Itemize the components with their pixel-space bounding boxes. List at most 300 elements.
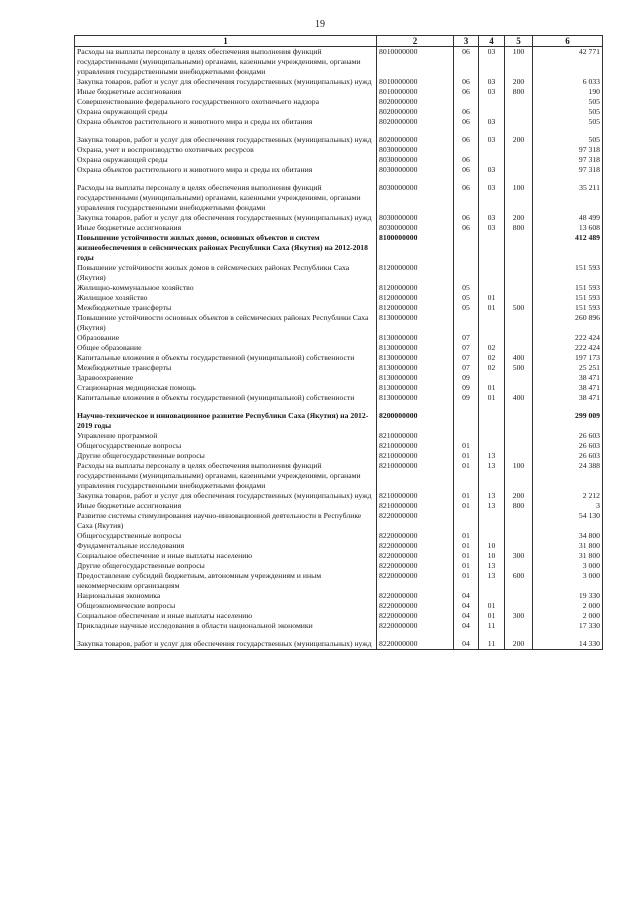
cell-name: Жилищное хозяйство bbox=[75, 293, 377, 303]
cell-name: Повышение устойчивости жилых домов, основных объектов и систем жизнеобеспечения в сейсмических районах Республики Саха (Якутия) на 2012-2018 годы bbox=[75, 233, 377, 263]
table-row bbox=[75, 631, 603, 650]
cell-amount: 38 471 bbox=[533, 383, 603, 393]
table-row bbox=[75, 145, 603, 155]
cell-amount: 54 130 bbox=[533, 511, 603, 531]
cell-name: Стационарная медицинская помощь bbox=[75, 383, 377, 393]
cell-amount: 222 424 bbox=[533, 333, 603, 343]
table-row bbox=[75, 601, 603, 611]
cell-code: 8220000000 bbox=[377, 541, 454, 551]
table-row bbox=[75, 501, 603, 511]
cell-code: 8130000000 bbox=[377, 383, 454, 393]
cell-name: Закупка товаров, работ и услуг для обеспечения государственных (муниципальных) нужд bbox=[75, 631, 377, 650]
cell-subsection: 13 bbox=[479, 491, 505, 501]
col-header-subsection: 4 bbox=[479, 36, 505, 47]
cell-section: 04 bbox=[454, 621, 479, 631]
cell-amount: 197 173 bbox=[533, 353, 603, 363]
cell-code: 8030000000 bbox=[377, 145, 454, 155]
cell-code: 8020000000 bbox=[377, 97, 454, 107]
cell-code: 8220000000 bbox=[377, 621, 454, 631]
cell-code: 8200000000 bbox=[377, 403, 454, 431]
cell-section: 04 bbox=[454, 631, 479, 650]
cell-expense-type bbox=[505, 561, 533, 571]
cell-expense-type bbox=[505, 541, 533, 551]
cell-code: 8010000000 bbox=[377, 47, 454, 78]
table-row bbox=[75, 343, 603, 353]
table-row bbox=[75, 531, 603, 541]
cell-subsection: 03 bbox=[479, 175, 505, 213]
cell-section: 06 bbox=[454, 127, 479, 145]
cell-amount: 48 499 bbox=[533, 213, 603, 223]
cell-subsection: 13 bbox=[479, 451, 505, 461]
cell-subsection bbox=[479, 233, 505, 263]
cell-expense-type bbox=[505, 591, 533, 601]
col-header-amount: 6 bbox=[533, 36, 603, 47]
cell-subsection bbox=[479, 333, 505, 343]
cell-code: 8010000000 bbox=[377, 77, 454, 87]
cell-section: 06 bbox=[454, 77, 479, 87]
cell-subsection: 02 bbox=[479, 353, 505, 363]
cell-code: 8210000000 bbox=[377, 451, 454, 461]
cell-expense-type: 200 bbox=[505, 127, 533, 145]
cell-section bbox=[454, 263, 479, 283]
cell-subsection: 03 bbox=[479, 165, 505, 175]
cell-code: 8030000000 bbox=[377, 155, 454, 165]
cell-amount: 97 318 bbox=[533, 155, 603, 165]
table-row bbox=[75, 591, 603, 601]
cell-name: Социальное обеспечение и иные выплаты населению bbox=[75, 611, 377, 621]
cell-expense-type: 800 bbox=[505, 223, 533, 233]
cell-name: Охрана, учет и воспроизводство охотничьих ресурсов bbox=[75, 145, 377, 155]
cell-expense-type bbox=[505, 441, 533, 451]
cell-code: 8020000000 bbox=[377, 127, 454, 145]
cell-name: Образование bbox=[75, 333, 377, 343]
cell-section: 07 bbox=[454, 343, 479, 353]
cell-subsection bbox=[479, 155, 505, 165]
cell-code: 8030000000 bbox=[377, 175, 454, 213]
cell-section bbox=[454, 511, 479, 531]
cell-amount: 222 424 bbox=[533, 343, 603, 353]
cell-name: Расходы на выплаты персоналу в целях обеспечения выполнения функций государственными (муниципальными) органами, казенными учреждениями, органами управления государственными внебюджетными фондами bbox=[75, 461, 377, 491]
cell-amount: 151 593 bbox=[533, 303, 603, 313]
table-row bbox=[75, 353, 603, 363]
cell-amount: 505 bbox=[533, 117, 603, 127]
cell-subsection: 03 bbox=[479, 87, 505, 97]
table-row bbox=[75, 363, 603, 373]
cell-amount: 2 212 bbox=[533, 491, 603, 501]
cell-expense-type: 800 bbox=[505, 501, 533, 511]
cell-section: 01 bbox=[454, 541, 479, 551]
cell-section: 01 bbox=[454, 491, 479, 501]
cell-section: 06 bbox=[454, 223, 479, 233]
cell-subsection: 01 bbox=[479, 601, 505, 611]
cell-section: 01 bbox=[454, 441, 479, 451]
cell-expense-type: 300 bbox=[505, 611, 533, 621]
cell-amount: 17 330 bbox=[533, 621, 603, 631]
cell-name: Прикладные научные исследования в области национальной экономики bbox=[75, 621, 377, 631]
col-header-name: 1 bbox=[75, 36, 377, 47]
cell-code: 8210000000 bbox=[377, 431, 454, 441]
cell-section: 06 bbox=[454, 107, 479, 117]
cell-code: 8220000000 bbox=[377, 571, 454, 591]
cell-name: Общегосударственные вопросы bbox=[75, 441, 377, 451]
col-header-expense-type: 5 bbox=[505, 36, 533, 47]
table-row bbox=[75, 383, 603, 393]
cell-subsection: 13 bbox=[479, 571, 505, 591]
cell-amount: 38 471 bbox=[533, 373, 603, 383]
cell-name: Закупка товаров, работ и услуг для обеспечения государственных (муниципальных) нужд bbox=[75, 213, 377, 223]
cell-code: 8210000000 bbox=[377, 491, 454, 501]
cell-expense-type: 200 bbox=[505, 77, 533, 87]
table-row bbox=[75, 263, 603, 283]
cell-expense-type bbox=[505, 293, 533, 303]
cell-name: Развитие системы стимулирования научно-инновационной деятельности в Республике Саха (Якутия) bbox=[75, 511, 377, 531]
cell-name: Социальное обеспечение и иные выплаты населению bbox=[75, 551, 377, 561]
cell-code: 8120000000 bbox=[377, 283, 454, 293]
cell-expense-type bbox=[505, 165, 533, 175]
cell-code: 8220000000 bbox=[377, 631, 454, 650]
cell-name: Общегосударственные вопросы bbox=[75, 531, 377, 541]
cell-name: Закупка товаров, работ и услуг для обеспечения государственных (муниципальных) нужд bbox=[75, 77, 377, 87]
cell-section: 09 bbox=[454, 393, 479, 403]
cell-section: 06 bbox=[454, 87, 479, 97]
cell-amount: 19 330 bbox=[533, 591, 603, 601]
cell-subsection bbox=[479, 373, 505, 383]
cell-code: 8130000000 bbox=[377, 333, 454, 343]
cell-amount: 14 330 bbox=[533, 631, 603, 650]
cell-amount: 35 211 bbox=[533, 175, 603, 213]
cell-section bbox=[454, 431, 479, 441]
cell-amount: 26 603 bbox=[533, 431, 603, 441]
cell-section: 04 bbox=[454, 611, 479, 621]
cell-amount: 151 593 bbox=[533, 283, 603, 293]
cell-code: 8030000000 bbox=[377, 223, 454, 233]
table-row bbox=[75, 431, 603, 441]
table-row bbox=[75, 223, 603, 233]
cell-section: 01 bbox=[454, 531, 479, 541]
table-row bbox=[75, 403, 603, 431]
cell-section bbox=[454, 233, 479, 263]
table-body bbox=[75, 47, 603, 650]
cell-code: 8220000000 bbox=[377, 511, 454, 531]
table-row bbox=[75, 373, 603, 383]
cell-name: Другие общегосударственные вопросы bbox=[75, 561, 377, 571]
table-row bbox=[75, 611, 603, 621]
cell-subsection: 02 bbox=[479, 343, 505, 353]
cell-section: 01 bbox=[454, 561, 479, 571]
cell-expense-type bbox=[505, 313, 533, 333]
cell-amount: 260 896 bbox=[533, 313, 603, 333]
cell-expense-type: 200 bbox=[505, 491, 533, 501]
cell-section: 05 bbox=[454, 283, 479, 293]
cell-amount: 42 771 bbox=[533, 47, 603, 78]
cell-expense-type: 500 bbox=[505, 303, 533, 313]
cell-expense-type bbox=[505, 263, 533, 283]
cell-code: 8030000000 bbox=[377, 165, 454, 175]
col-header-code: 2 bbox=[377, 36, 454, 47]
cell-expense-type: 200 bbox=[505, 631, 533, 650]
cell-section: 06 bbox=[454, 47, 479, 78]
cell-subsection: 13 bbox=[479, 501, 505, 511]
cell-subsection: 01 bbox=[479, 303, 505, 313]
cell-name: Повышение устойчивости жилых домов в сейсмических районах Республики Саха (Якутия) bbox=[75, 263, 377, 283]
cell-code: 8130000000 bbox=[377, 313, 454, 333]
cell-section bbox=[454, 145, 479, 155]
cell-amount: 13 608 bbox=[533, 223, 603, 233]
cell-subsection: 01 bbox=[479, 611, 505, 621]
cell-name: Научно-техническое и инновационное развитие Республики Саха (Якутия) на 2012-2019 годы bbox=[75, 403, 377, 431]
cell-subsection bbox=[479, 263, 505, 283]
col-header-section: 3 bbox=[454, 36, 479, 47]
cell-amount: 151 593 bbox=[533, 263, 603, 283]
cell-code: 8120000000 bbox=[377, 263, 454, 283]
cell-amount: 26 603 bbox=[533, 441, 603, 451]
cell-subsection bbox=[479, 97, 505, 107]
cell-name: Закупка товаров, работ и услуг для обеспечения государственных (муниципальных) нужд bbox=[75, 127, 377, 145]
table-row bbox=[75, 461, 603, 491]
cell-code: 8220000000 bbox=[377, 551, 454, 561]
table-row bbox=[75, 313, 603, 333]
cell-expense-type: 300 bbox=[505, 551, 533, 561]
table-row bbox=[75, 97, 603, 107]
cell-subsection: 11 bbox=[479, 631, 505, 650]
cell-code: 8120000000 bbox=[377, 293, 454, 303]
cell-amount: 505 bbox=[533, 97, 603, 107]
cell-code: 8130000000 bbox=[377, 393, 454, 403]
cell-name: Общеэкономические вопросы bbox=[75, 601, 377, 611]
cell-name: Иные бюджетные ассигнования bbox=[75, 223, 377, 233]
cell-expense-type bbox=[505, 451, 533, 461]
cell-section: 09 bbox=[454, 373, 479, 383]
cell-subsection: 03 bbox=[479, 213, 505, 223]
cell-name: Межбюджетные трансферты bbox=[75, 363, 377, 373]
cell-subsection bbox=[479, 531, 505, 541]
cell-amount: 2 000 bbox=[533, 601, 603, 611]
table-row bbox=[75, 541, 603, 551]
cell-name: Капитальные вложения в объекты государственной (муниципальной) собственности bbox=[75, 393, 377, 403]
cell-amount: 3 000 bbox=[533, 561, 603, 571]
cell-expense-type bbox=[505, 107, 533, 117]
cell-section: 04 bbox=[454, 591, 479, 601]
cell-amount: 31 800 bbox=[533, 541, 603, 551]
cell-section: 05 bbox=[454, 303, 479, 313]
cell-amount: 97 318 bbox=[533, 145, 603, 155]
cell-section: 06 bbox=[454, 175, 479, 213]
cell-section: 06 bbox=[454, 165, 479, 175]
table-header bbox=[75, 36, 603, 47]
cell-subsection: 02 bbox=[479, 363, 505, 373]
cell-subsection bbox=[479, 431, 505, 441]
cell-expense-type bbox=[505, 233, 533, 263]
cell-subsection: 03 bbox=[479, 47, 505, 78]
table-row bbox=[75, 77, 603, 87]
table-row bbox=[75, 283, 603, 293]
cell-subsection: 01 bbox=[479, 293, 505, 303]
cell-expense-type bbox=[505, 145, 533, 155]
cell-code: 8020000000 bbox=[377, 107, 454, 117]
cell-amount: 2 000 bbox=[533, 611, 603, 621]
cell-expense-type bbox=[505, 97, 533, 107]
table-row bbox=[75, 303, 603, 313]
table-row bbox=[75, 117, 603, 127]
cell-name: Здравоохранение bbox=[75, 373, 377, 383]
cell-code: 8130000000 bbox=[377, 363, 454, 373]
cell-name: Повышение устойчивости основных объектов в сейсмических районах Республики Саха (Якутия) bbox=[75, 313, 377, 333]
cell-expense-type: 600 bbox=[505, 571, 533, 591]
cell-subsection: 13 bbox=[479, 461, 505, 491]
cell-expense-type bbox=[505, 621, 533, 631]
cell-name: Охрана окружающей среды bbox=[75, 155, 377, 165]
cell-expense-type: 400 bbox=[505, 393, 533, 403]
cell-name: Расходы на выплаты персоналу в целях обеспечения выполнения функций государственными (муниципальными) органами, казенными учреждениями, органами управления государственными внебюджетными фондами bbox=[75, 175, 377, 213]
cell-section: 01 bbox=[454, 501, 479, 511]
cell-amount: 3 bbox=[533, 501, 603, 511]
cell-section: 06 bbox=[454, 213, 479, 223]
table-row bbox=[75, 213, 603, 223]
cell-expense-type bbox=[505, 383, 533, 393]
cell-code: 8100000000 bbox=[377, 233, 454, 263]
table-row bbox=[75, 233, 603, 263]
table-row bbox=[75, 293, 603, 303]
cell-section: 07 bbox=[454, 363, 479, 373]
cell-expense-type: 100 bbox=[505, 461, 533, 491]
cell-section: 01 bbox=[454, 461, 479, 491]
cell-subsection bbox=[479, 107, 505, 117]
cell-section: 07 bbox=[454, 333, 479, 343]
cell-expense-type bbox=[505, 343, 533, 353]
cell-subsection: 13 bbox=[479, 561, 505, 571]
cell-code: 8210000000 bbox=[377, 461, 454, 491]
table-row bbox=[75, 155, 603, 165]
cell-amount: 25 251 bbox=[533, 363, 603, 373]
cell-amount: 31 800 bbox=[533, 551, 603, 561]
cell-expense-type: 200 bbox=[505, 213, 533, 223]
cell-code: 8220000000 bbox=[377, 531, 454, 541]
cell-name: Совершенствование федерального государственного охотничьего надзора bbox=[75, 97, 377, 107]
cell-section: 09 bbox=[454, 383, 479, 393]
table-row bbox=[75, 621, 603, 631]
cell-name: Расходы на выплаты персоналу в целях обеспечения выполнения функций государственными (муниципальными) органами, казенными учреждениями, органами управления государственными внебюджетными фондами bbox=[75, 47, 377, 78]
cell-amount: 97 318 bbox=[533, 165, 603, 175]
cell-section bbox=[454, 403, 479, 431]
cell-amount: 6 033 bbox=[533, 77, 603, 87]
cell-code: 8220000000 bbox=[377, 591, 454, 601]
table-row bbox=[75, 571, 603, 591]
cell-subsection: 03 bbox=[479, 117, 505, 127]
cell-name: Иные бюджетные ассигнования bbox=[75, 501, 377, 511]
cell-section: 01 bbox=[454, 551, 479, 561]
cell-name: Предоставление субсидий бюджетным, автономным учреждениям и иным некоммерческим организациям bbox=[75, 571, 377, 591]
table-row bbox=[75, 165, 603, 175]
cell-code: 8130000000 bbox=[377, 373, 454, 383]
cell-name: Жилищно-коммунальное хозяйство bbox=[75, 283, 377, 293]
cell-amount: 26 603 bbox=[533, 451, 603, 461]
cell-expense-type bbox=[505, 155, 533, 165]
page-number: 19 bbox=[315, 19, 325, 30]
table-row bbox=[75, 47, 603, 78]
cell-expense-type bbox=[505, 373, 533, 383]
cell-name: Охрана объектов растительного и животного мира и среды их обитания bbox=[75, 117, 377, 127]
cell-code: 8210000000 bbox=[377, 441, 454, 451]
cell-name: Общее образование bbox=[75, 343, 377, 353]
cell-subsection: 03 bbox=[479, 223, 505, 233]
cell-code: 8120000000 bbox=[377, 303, 454, 313]
cell-amount: 505 bbox=[533, 107, 603, 117]
table-row bbox=[75, 333, 603, 343]
cell-expense-type: 100 bbox=[505, 47, 533, 78]
cell-amount: 34 800 bbox=[533, 531, 603, 541]
cell-name: Межбюджетные трансферты bbox=[75, 303, 377, 313]
cell-subsection bbox=[479, 591, 505, 601]
cell-section: 07 bbox=[454, 353, 479, 363]
table-row bbox=[75, 511, 603, 531]
cell-code: 8130000000 bbox=[377, 343, 454, 353]
cell-expense-type bbox=[505, 431, 533, 441]
cell-code: 8130000000 bbox=[377, 353, 454, 363]
cell-subsection: 01 bbox=[479, 393, 505, 403]
cell-section: 06 bbox=[454, 155, 479, 165]
cell-expense-type bbox=[505, 511, 533, 531]
cell-amount: 38 471 bbox=[533, 393, 603, 403]
cell-name: Капитальные вложения в объекты государственной (муниципальной) собственности bbox=[75, 353, 377, 363]
cell-name: Охрана окружающей среды bbox=[75, 107, 377, 117]
cell-amount: 190 bbox=[533, 87, 603, 97]
table-row bbox=[75, 175, 603, 213]
cell-name: Фундаментальные исследования bbox=[75, 541, 377, 551]
cell-name: Иные бюджетные ассигнования bbox=[75, 87, 377, 97]
cell-expense-type bbox=[505, 601, 533, 611]
cell-code: 8020000000 bbox=[377, 117, 454, 127]
cell-amount: 412 489 bbox=[533, 233, 603, 263]
cell-subsection bbox=[479, 511, 505, 531]
cell-subsection: 03 bbox=[479, 77, 505, 87]
cell-subsection: 10 bbox=[479, 551, 505, 561]
cell-amount: 151 593 bbox=[533, 293, 603, 303]
cell-name: Другие общегосударственные вопросы bbox=[75, 451, 377, 461]
cell-amount: 24 388 bbox=[533, 461, 603, 491]
cell-expense-type bbox=[505, 283, 533, 293]
cell-expense-type: 100 bbox=[505, 175, 533, 213]
cell-section: 05 bbox=[454, 293, 479, 303]
cell-code: 8010000000 bbox=[377, 87, 454, 97]
cell-section bbox=[454, 313, 479, 333]
cell-section: 06 bbox=[454, 117, 479, 127]
cell-subsection: 03 bbox=[479, 127, 505, 145]
cell-subsection bbox=[479, 441, 505, 451]
table-row bbox=[75, 393, 603, 403]
table-row bbox=[75, 87, 603, 97]
cell-expense-type: 800 bbox=[505, 87, 533, 97]
cell-code: 8220000000 bbox=[377, 561, 454, 571]
table-row bbox=[75, 451, 603, 461]
table-row bbox=[75, 107, 603, 117]
cell-expense-type bbox=[505, 333, 533, 343]
cell-subsection bbox=[479, 313, 505, 333]
cell-code: 8220000000 bbox=[377, 611, 454, 621]
budget-table bbox=[74, 35, 603, 650]
cell-section: 01 bbox=[454, 571, 479, 591]
cell-subsection bbox=[479, 403, 505, 431]
cell-expense-type: 400 bbox=[505, 353, 533, 363]
cell-code: 8210000000 bbox=[377, 501, 454, 511]
cell-subsection bbox=[479, 283, 505, 293]
cell-section: 01 bbox=[454, 451, 479, 461]
cell-section: 04 bbox=[454, 601, 479, 611]
cell-code: 8030000000 bbox=[377, 213, 454, 223]
cell-subsection: 01 bbox=[479, 383, 505, 393]
cell-code: 8220000000 bbox=[377, 601, 454, 611]
cell-name: Национальная экономика bbox=[75, 591, 377, 601]
table-row bbox=[75, 551, 603, 561]
